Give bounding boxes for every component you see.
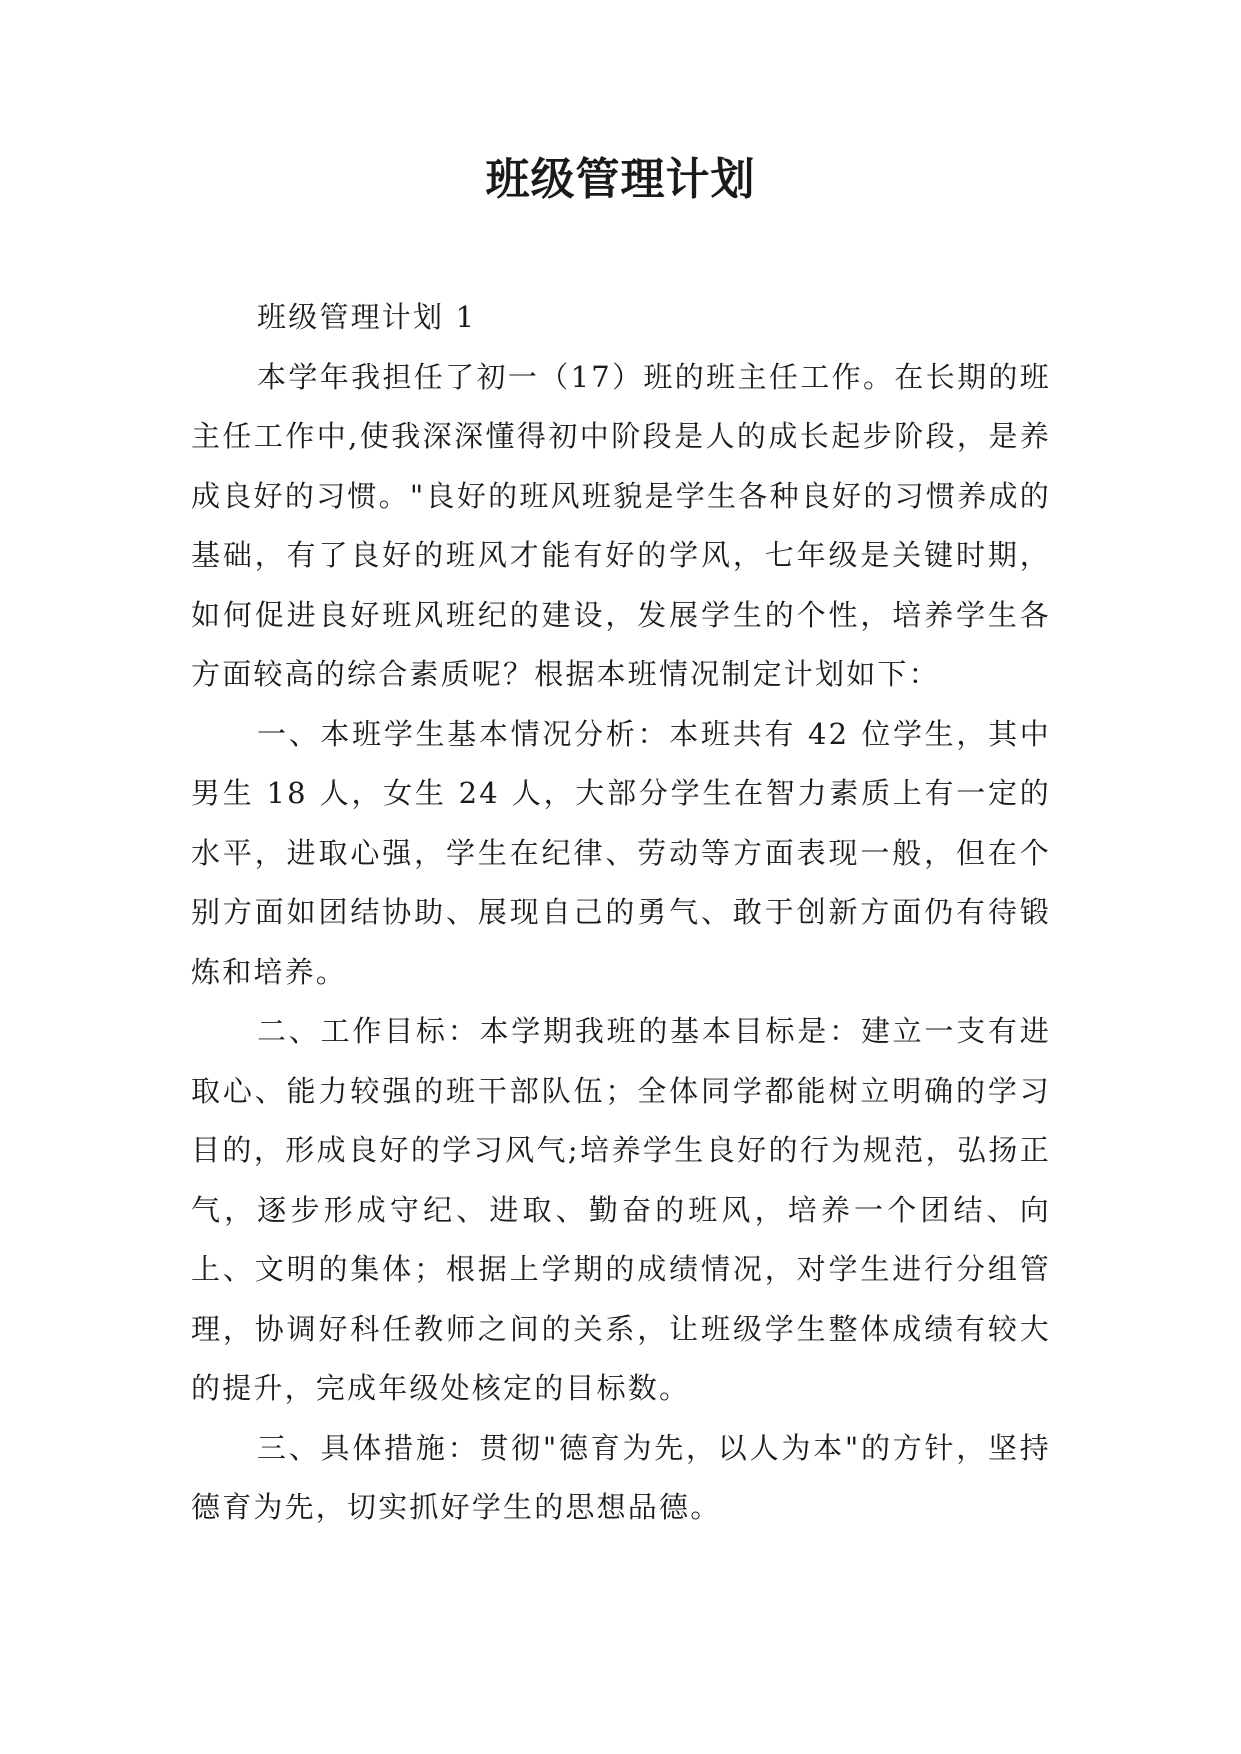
- measures-paragraph: 三、具体措施：贯彻"德育为先，以人为本"的方针，坚持德育为先，切实抓好学生的思想品德。: [191, 1430, 1051, 1524]
- intro-paragraph: 本学年我担任了初一（17）班的班主任工作。在长期的班主任工作中,使我深深懂得初中阶段是人的成长起步阶段，是养成良好的习惯。"良好的班风班貌是学生各种良好的习惯养成的基础，有了良好的班风才能有好的学风，七年级是关键时期，如何促进良好班风班纪的建设，发展学生的个性，培养学生各方面较高的综合素质呢？根据本班情况制定计划如下：: [191, 359, 1051, 691]
- situation-analysis-paragraph: 一、本班学生基本情况分析：本班共有 42 位学生，其中男生 18 人，女生 24 人，大部分学生在智力素质上有一定的水平，进取心强，学生在纪律、劳动等方面表现一般，但在个别方面如团结协助、展现自己的勇气、敢于创新方面仍有待锻炼和培养。: [191, 716, 1051, 989]
- work-goals-paragraph: 二、工作目标：本学期我班的基本目标是：建立一支有进取心、能力较强的班干部队伍；全体同学都能树立明确的学习目的，形成良好的学习风气;培养学生良好的行为规范，弘扬正气，逐步形成守纪、进取、勤奋的班风，培养一个团结、向上、文明的集体；根据上学期的成绩情况，对学生进行分组管理，协调好科任教师之间的关系，让班级学生整体成绩有较大的提升，完成年级处核定的目标数。: [191, 1014, 1051, 1405]
- section-heading: 班级管理计划 1: [257, 300, 477, 334]
- document-body: [191, 288, 1051, 1538]
- document-title: 班级管理计划: [485, 154, 756, 205]
